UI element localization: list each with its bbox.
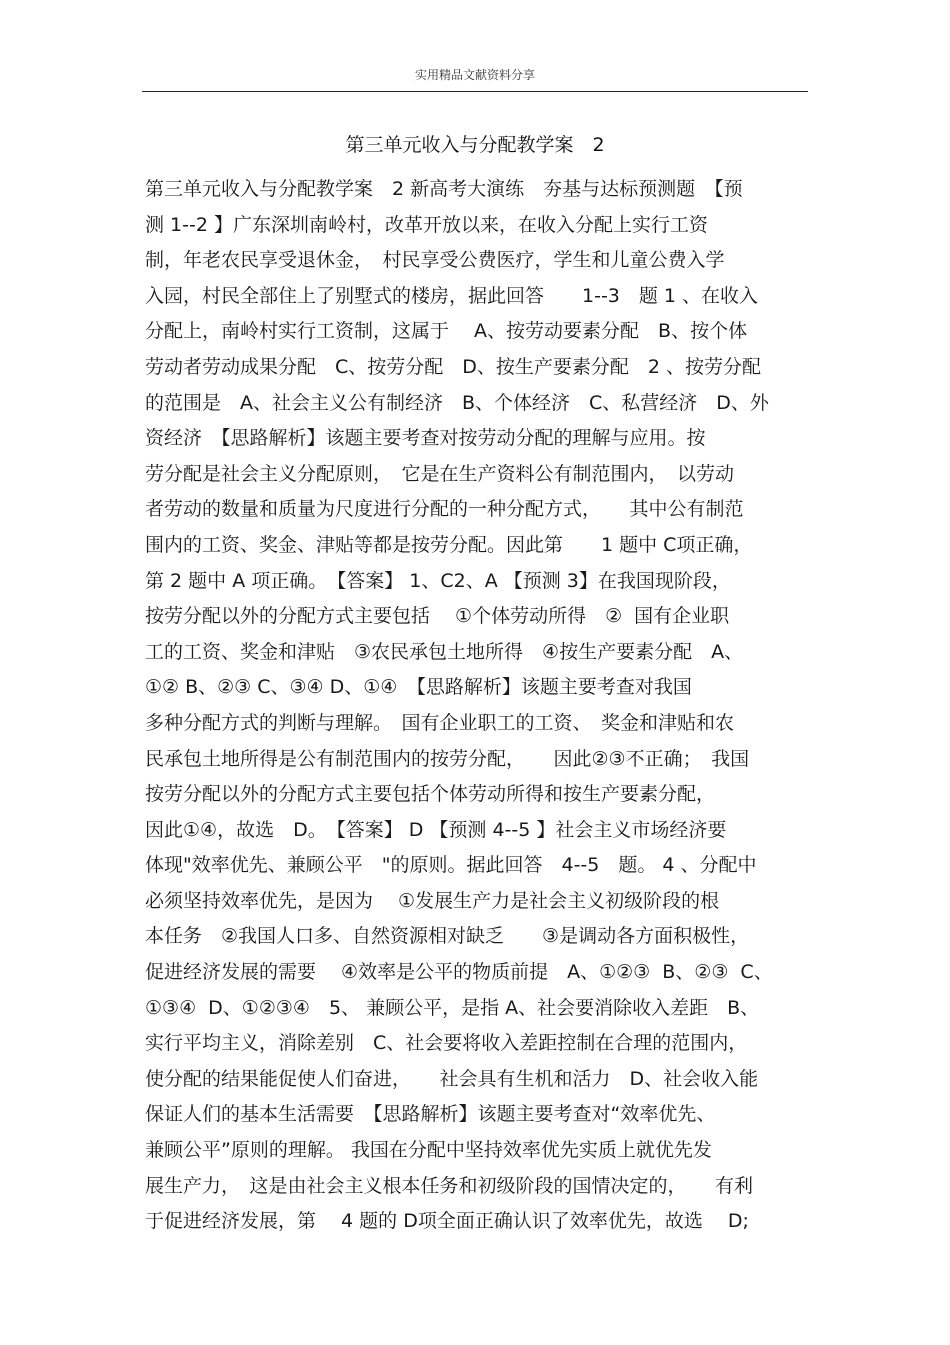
text-line: 本任务 ②我国人口多、自然资源相对缺乏 ③是调动各方面积极性， [145,925,750,948]
text-line: 制，年老农民享受退休金， 村民享受公费医疗，学生和儿童公费入学 [145,249,725,272]
text-line: 体现"效率优先、兼顾公平 "的原则。据此回答 4--5 题。 4 、分配中 [145,854,757,877]
text-line: 入园，村民全部住上了别墅式的楼房，据此回答 1--3 题 1 、在收入 [145,284,759,307]
text-line: 围内的工资、奖金、津贴等都是按劳分配。因此第 1 题中 C项正确， [145,533,753,556]
text-line: 因此①④，故选 D。 【答案】 D 【预测 4--5 】社会主义市场经济要 [145,818,727,841]
text-line: 按劳分配以外的分配方式主要包括个体劳动所得和按生产要素分配， [145,783,716,806]
text-line: 者劳动的数量和质量为尺度进行分配的一种分配方式， 其中公有制范 [145,498,744,521]
text-line: 实行平均主义，消除差别 C、社会要将收入差距控制在合理的范围内， [145,1032,748,1055]
text-line: 按劳分配以外的分配方式主要包括 ①个体劳动所得 ② 国有企业职 [145,605,730,628]
text-line: 促进经济发展的需要 ④效率是公平的物质前提 A、①②③ B、②③ C、 [145,961,773,984]
text-line: 第 2 题中 A 项正确。 【答案】 1、C2、A 【预测 3】在我国现阶段， [145,569,731,592]
text-line: 多种分配方式的判断与理解。 国有企业职工的工资、 奖金和津贴和农 [145,711,735,734]
text-line: 兼顾公平”原则的理解。 我国在分配中坚持效率优先实质上就优先发 [145,1139,712,1162]
text-line: 资经济 【思路解析】该题主要考查对按劳动分配的理解与应用。按 [145,427,706,450]
text-line: 劳分配是社会主义分配原则， 它是在生产资料公有制范围内， 以劳动 [145,462,735,485]
text-line: 展生产力， 这是由社会主义根本任务和初级阶段的国情决定的， 有利 [145,1174,754,1197]
document-body [145,172,815,1240]
text-line: 于促进经济发展，第 4 题的 D项全面正确认识了效率优先，故选 D; [145,1210,749,1233]
text-line: 民承包土地所得是公有制范围内的按劳分配， 因此②③不正确； 我国 [145,747,750,770]
text-line: 测 1--2 】广东深圳南岭村，改革开放以来，在收入分配上实行工资 [145,213,708,236]
page-header: 实用精品文献资料分享 [414,68,535,82]
text-line: 工的工资、奖金和津贴 ③农民承包土地所得 ④按生产要素分配 A、 [145,640,744,663]
text-line: 分配上，南岭村实行工资制，这属于 A、按劳动要素分配 B、按个体 [145,320,748,343]
text-line: 使分配的结果能促使人们奋进， 社会具有生机和活力 D、社会收入能 [145,1067,759,1090]
text-line: 必须坚持效率优先，是因为 ①发展生产力是社会主义初级阶段的根 [145,889,720,912]
text-line: 劳动者劳动成果分配 C、按劳分配 D、按生产要素分配 2 、按劳分配 [145,355,762,378]
text-line: 的范围是 A、社会主义公有制经济 B、个体经济 C、私营经济 D、外 [145,391,769,414]
text-line: 保证人们的基本生活需要 【思路解析】该题主要考查对“效率优先、 [145,1103,716,1126]
document-title: 第三单元收入与分配教学案 2 [345,134,605,156]
text-line: ①③④ D、①②③④ 5、 兼顾公平，是指 A、社会要消除收入差距 B、 [145,996,760,1019]
header-divider [142,91,808,92]
text-line: 第三单元收入与分配教学案 2 新高考大演练 夯基与达标预测题 【预 [145,178,743,200]
text-line: ①② B、②③ C、③④ D、①④ 【思路解析】该题主要考查对我国 [145,676,692,699]
